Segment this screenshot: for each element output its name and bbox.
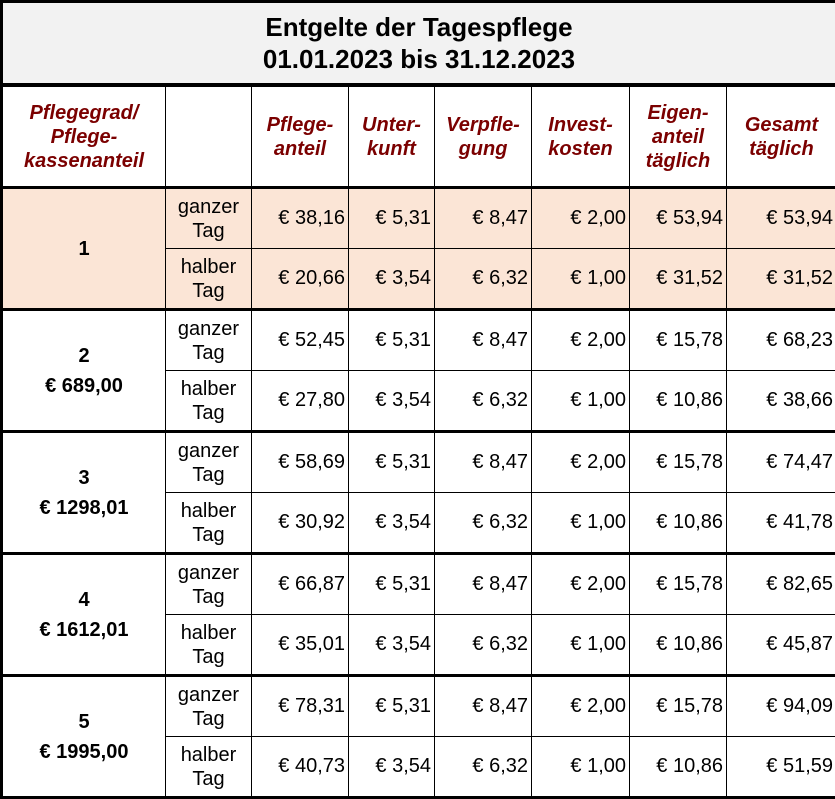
value-cell: € 6,32 [435, 615, 532, 676]
value-cell: € 2,00 [532, 554, 630, 615]
value-cell: € 10,86 [630, 737, 727, 798]
day-type-cell: halber Tag [166, 249, 252, 310]
value-cell: € 41,78 [727, 493, 835, 554]
value-cell: € 1,00 [532, 371, 630, 432]
value-cell: € 38,66 [727, 371, 835, 432]
day-type-cell: ganzer Tag [166, 188, 252, 249]
table-row [2, 676, 835, 737]
value-cell: € 35,01 [252, 615, 349, 676]
value-cell: € 8,47 [435, 432, 532, 493]
header-pflegegrad: Pflegegrad/ Pflege- kassenanteil [2, 87, 166, 188]
value-cell: € 27,80 [252, 371, 349, 432]
day-type-cell: halber Tag [166, 737, 252, 798]
header-eigenanteil: Eigen- anteil täglich [630, 87, 727, 188]
grade-number: 5 [3, 707, 165, 737]
grade-amount: € 1612,01 [3, 615, 165, 645]
header-investkosten: Invest- kosten [532, 87, 630, 188]
value-cell: € 78,31 [252, 676, 349, 737]
grade-number: 3 [3, 463, 165, 493]
value-cell: € 3,54 [349, 249, 435, 310]
title-line-1: Entgelte der Tagespflege [265, 11, 572, 43]
table-row [2, 310, 835, 371]
value-cell: € 10,86 [630, 615, 727, 676]
day-type-cell: ganzer Tag [166, 554, 252, 615]
value-cell: € 5,31 [349, 676, 435, 737]
day-type-cell: halber Tag [166, 493, 252, 554]
value-cell: € 2,00 [532, 188, 630, 249]
value-cell: € 8,47 [435, 310, 532, 371]
value-cell: € 1,00 [532, 249, 630, 310]
value-cell: € 5,31 [349, 188, 435, 249]
value-cell: € 10,86 [630, 371, 727, 432]
table-body [2, 188, 835, 798]
value-cell: € 40,73 [252, 737, 349, 798]
value-cell: € 53,94 [727, 188, 835, 249]
value-cell: € 3,54 [349, 371, 435, 432]
value-cell: € 38,16 [252, 188, 349, 249]
value-cell: € 2,00 [532, 432, 630, 493]
value-cell: € 5,31 [349, 554, 435, 615]
value-cell: € 15,78 [630, 676, 727, 737]
value-cell: € 6,32 [435, 249, 532, 310]
sheet-title [0, 0, 835, 86]
title-line-2: 01.01.2023 bis 31.12.2023 [263, 43, 575, 75]
value-cell: € 1,00 [532, 615, 630, 676]
value-cell: € 82,65 [727, 554, 835, 615]
table-row [2, 432, 835, 493]
value-cell: € 94,09 [727, 676, 835, 737]
value-cell: € 51,59 [727, 737, 835, 798]
day-type-cell: ganzer Tag [166, 676, 252, 737]
value-cell: € 6,32 [435, 371, 532, 432]
value-cell: € 58,69 [252, 432, 349, 493]
header-pflegeanteil: Pflege- anteil [252, 87, 349, 188]
value-cell: € 68,23 [727, 310, 835, 371]
value-cell: € 15,78 [630, 432, 727, 493]
grade-number: 4 [3, 585, 165, 615]
value-cell: € 2,00 [532, 676, 630, 737]
value-cell: € 8,47 [435, 676, 532, 737]
value-cell: € 3,54 [349, 615, 435, 676]
value-cell: € 6,32 [435, 493, 532, 554]
value-cell: € 1,00 [532, 493, 630, 554]
grade-amount: € 689,00 [3, 371, 165, 401]
day-type-cell: ganzer Tag [166, 310, 252, 371]
value-cell: € 31,52 [727, 249, 835, 310]
header-unterkunft: Unter- kunft [349, 87, 435, 188]
header-leistungsart [166, 87, 252, 188]
value-cell: € 31,52 [630, 249, 727, 310]
value-cell: € 10,86 [630, 493, 727, 554]
grade-cell [2, 676, 166, 798]
value-cell: € 6,32 [435, 737, 532, 798]
value-cell: € 20,66 [252, 249, 349, 310]
value-cell: € 3,54 [349, 493, 435, 554]
grade-cell [2, 554, 166, 676]
grade-cell [2, 310, 166, 432]
value-cell: € 5,31 [349, 310, 435, 371]
value-cell: € 3,54 [349, 737, 435, 798]
day-type-cell: ganzer Tag [166, 432, 252, 493]
header-row [2, 87, 835, 188]
value-cell: € 45,87 [727, 615, 835, 676]
grade-number: 2 [3, 341, 165, 371]
day-type-cell: halber Tag [166, 371, 252, 432]
day-type-cell: halber Tag [166, 615, 252, 676]
grade-amount: € 1298,01 [3, 493, 165, 523]
grade-cell [2, 188, 166, 310]
grade-amount: € 1995,00 [3, 737, 165, 767]
value-cell: € 53,94 [630, 188, 727, 249]
value-cell: € 5,31 [349, 432, 435, 493]
value-cell: € 15,78 [630, 310, 727, 371]
value-cell: € 8,47 [435, 554, 532, 615]
grade-number: 1 [3, 234, 165, 264]
header-verpflegung: Verpfle- gung [435, 87, 532, 188]
value-cell: € 1,00 [532, 737, 630, 798]
value-cell: € 66,87 [252, 554, 349, 615]
value-cell: € 74,47 [727, 432, 835, 493]
value-cell: € 8,47 [435, 188, 532, 249]
table-row [2, 188, 835, 249]
fee-table [0, 86, 835, 799]
grade-cell [2, 432, 166, 554]
value-cell: € 2,00 [532, 310, 630, 371]
value-cell: € 52,45 [252, 310, 349, 371]
table-row [2, 554, 835, 615]
value-cell: € 15,78 [630, 554, 727, 615]
header-gesamt: Gesamt täglich [727, 87, 835, 188]
value-cell: € 30,92 [252, 493, 349, 554]
